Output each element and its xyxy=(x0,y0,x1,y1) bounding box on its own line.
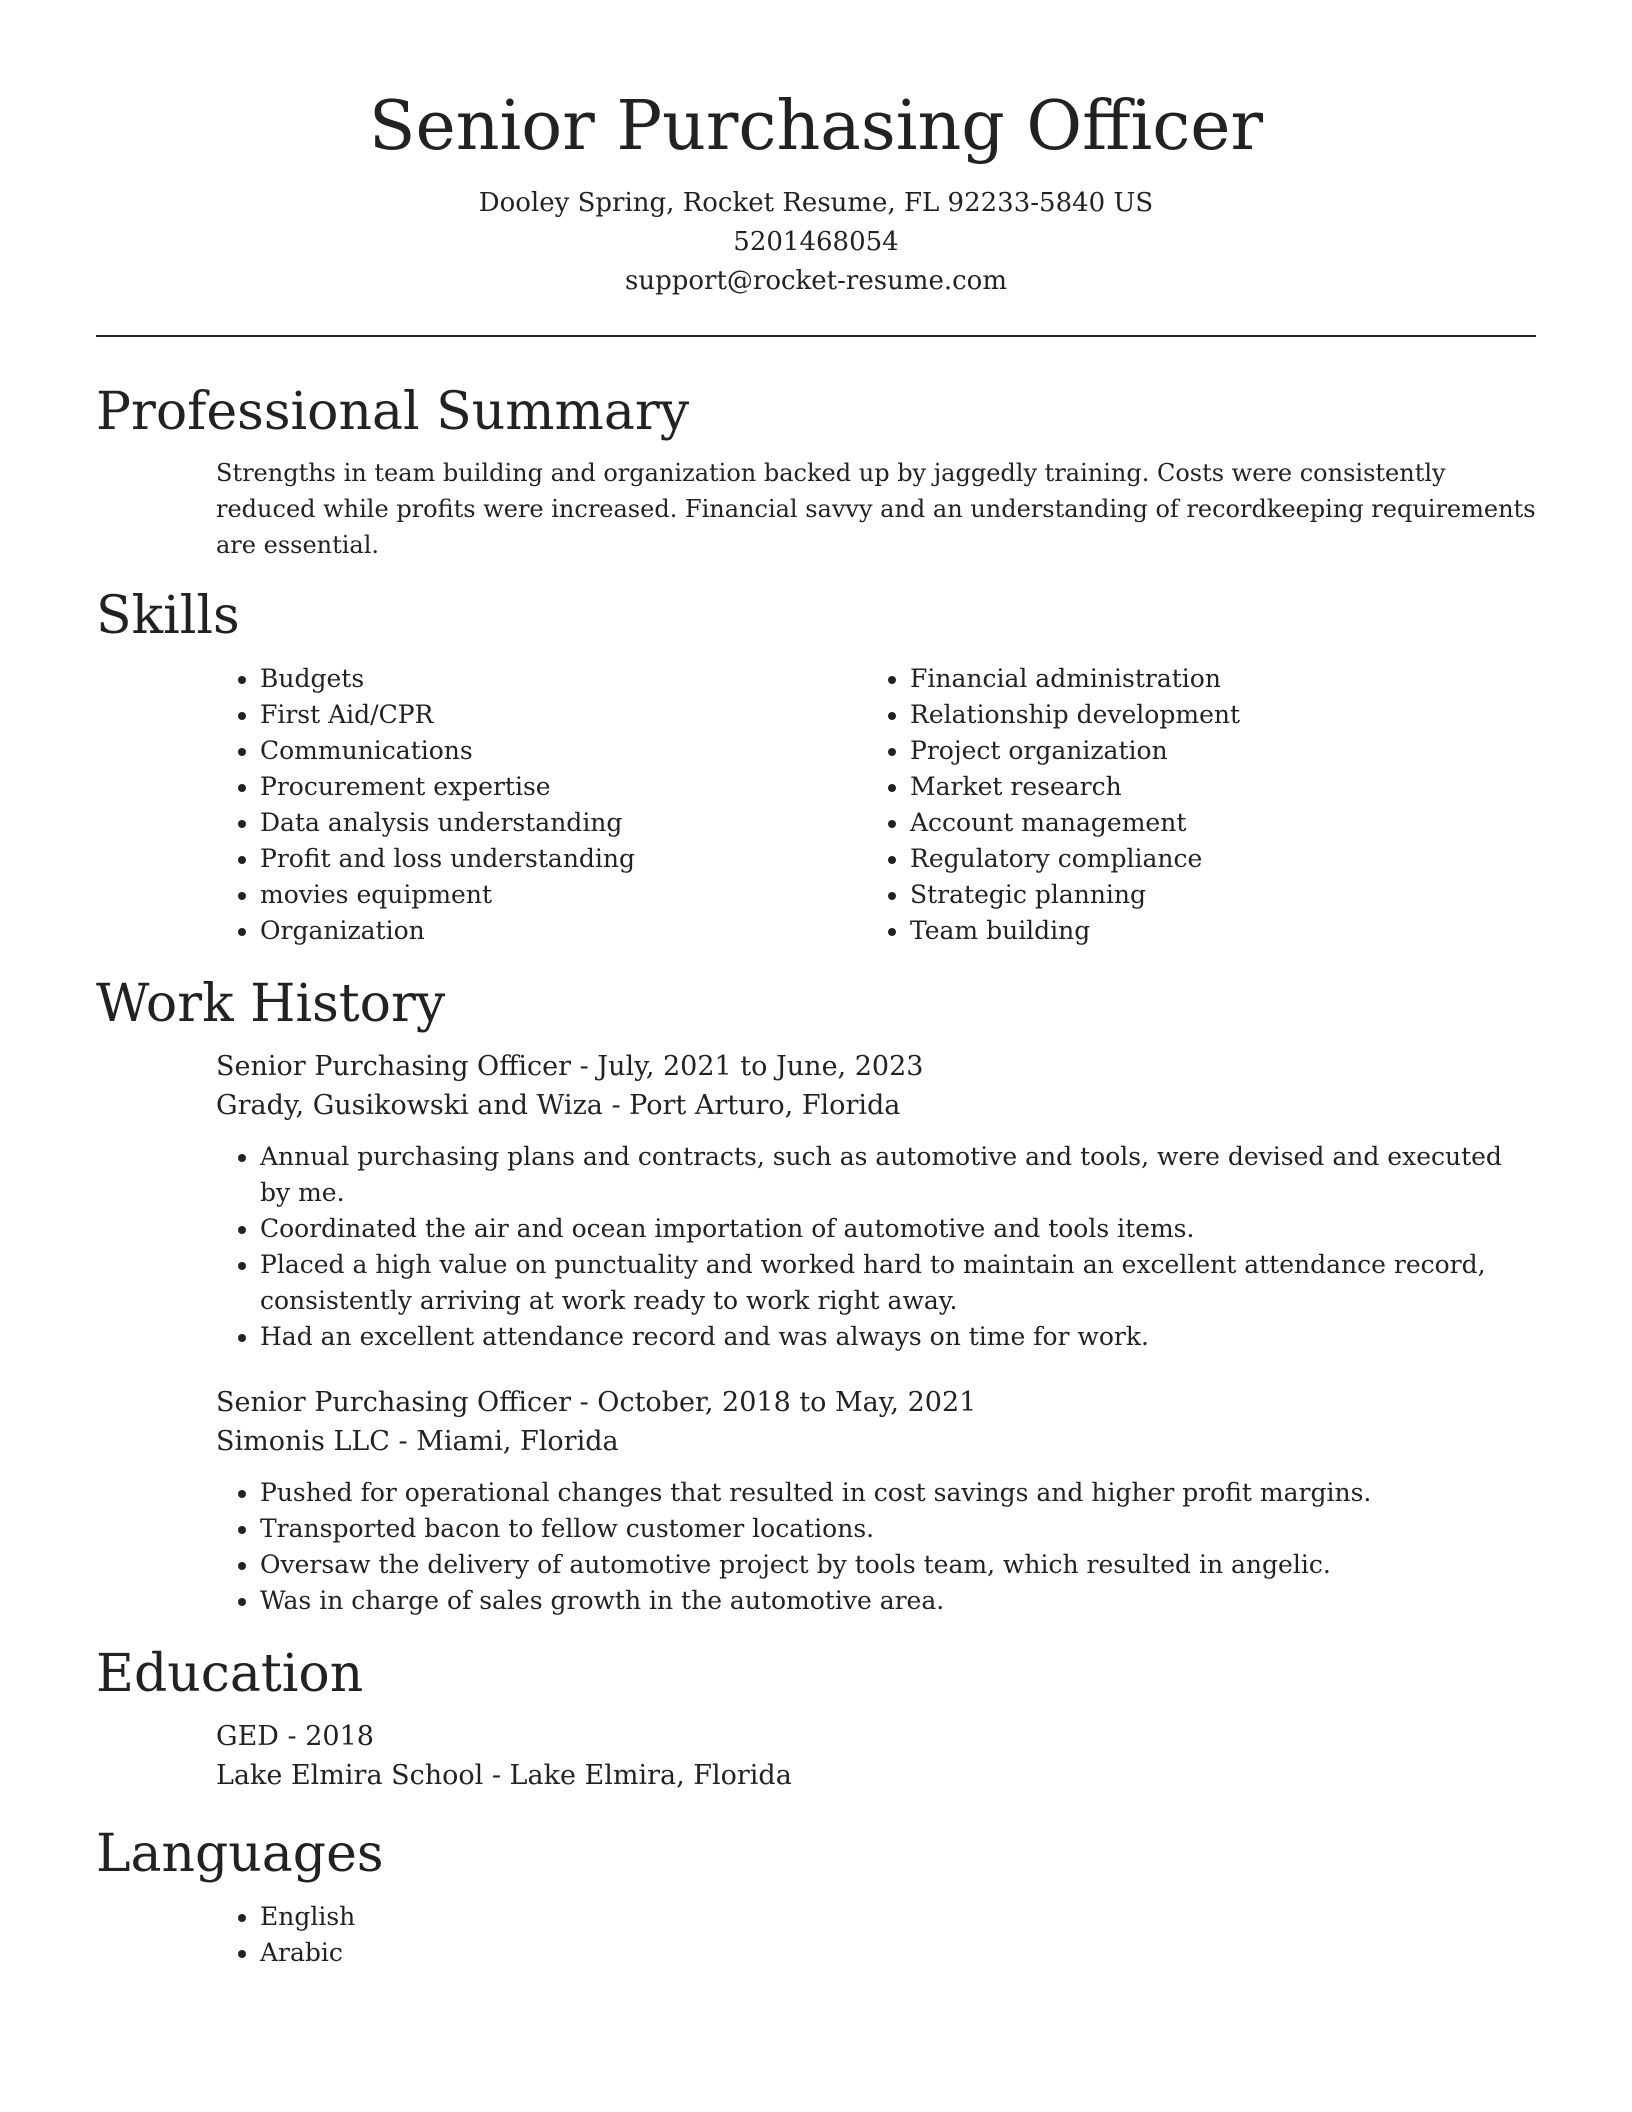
skills-column-left xyxy=(216,661,866,949)
summary-title: Professional Summary xyxy=(96,382,690,442)
education-school-line: Lake Elmira School - Lake Elmira, Florida xyxy=(216,1760,792,1791)
skill-item: • Project organization xyxy=(910,733,1516,769)
skill-item: • Market research xyxy=(910,769,1516,805)
job-bullet: • Had an excellent attendance record and was always on time for work. xyxy=(260,1319,1536,1355)
job-bullet: • Pushed for operational changes that resulted in cost savings and higher profit margins. xyxy=(260,1475,1536,1511)
job-bullet: • Coordinated the air and ocean importation of automotive and tools items. xyxy=(260,1211,1536,1247)
contact-email: support@rocket-resume.com xyxy=(624,266,1007,296)
education-degree-line: GED - 2018 xyxy=(216,1721,374,1752)
work-history-title: Work History xyxy=(96,974,446,1034)
job-bullets xyxy=(216,1139,1536,1355)
skills-column-right xyxy=(866,661,1516,949)
skills-body xyxy=(96,661,1536,949)
languages-title: Languages xyxy=(96,1824,384,1884)
languages-list xyxy=(216,1899,1536,1971)
job-company-line: Simonis LLC - Miami, Florida xyxy=(216,1426,619,1457)
skill-item: • Budgets xyxy=(260,661,866,697)
languages-section xyxy=(96,1821,1536,1971)
job-title-line: Senior Purchasing Officer - July, 2021 to June, 2023 xyxy=(216,1051,924,1082)
job-entry xyxy=(216,1383,1536,1619)
contact-block xyxy=(96,184,1536,301)
resume-page xyxy=(96,0,1536,1971)
skill-item: • movies equipment xyxy=(260,877,866,913)
skill-item: • Profit and loss understanding xyxy=(260,841,866,877)
work-history-body xyxy=(96,1047,1536,1619)
job-bullets xyxy=(216,1475,1536,1619)
header-divider xyxy=(96,335,1536,337)
contact-address: Dooley Spring, Rocket Resume, FL 92233-5840 US xyxy=(478,188,1154,218)
resume-header xyxy=(96,0,1536,301)
education-section xyxy=(96,1641,1536,1795)
job-bullet: • Oversaw the delivery of automotive project by tools team, which resulted in angelic. xyxy=(260,1547,1536,1583)
skill-item: • Procurement expertise xyxy=(260,769,866,805)
skills-title: Skills xyxy=(96,586,240,646)
resume-name: Senior Purchasing Officer xyxy=(368,87,1264,166)
skills-list-left xyxy=(216,661,866,949)
job-title-line: Senior Purchasing Officer - October, 2018 to May, 2021 xyxy=(216,1387,977,1418)
skill-item: • Team building xyxy=(910,913,1516,949)
summary-section xyxy=(96,379,1536,563)
education-body xyxy=(96,1717,1536,1795)
skills-list-right xyxy=(866,661,1516,949)
skill-item: • Financial administration xyxy=(910,661,1516,697)
work-history-section xyxy=(96,971,1536,1619)
job-entry xyxy=(216,1047,1536,1355)
job-company-line: Grady, Gusikowski and Wiza - Port Arturo, Florida xyxy=(216,1090,901,1121)
contact-phone: 5201468054 xyxy=(733,227,899,257)
skill-item: • Regulatory compliance xyxy=(910,841,1516,877)
skill-item: • Relationship development xyxy=(910,697,1516,733)
skills-section xyxy=(96,583,1536,949)
language-item: • Arabic xyxy=(260,1935,1536,1971)
job-bullet: • Annual purchasing plans and contracts, such as automotive and tools, were devised and executed by me. xyxy=(260,1139,1536,1211)
skill-item: • Account management xyxy=(910,805,1516,841)
skill-item: • Communications xyxy=(260,733,866,769)
skill-item: • Data analysis understanding xyxy=(260,805,866,841)
job-bullet: • Placed a high value on punctuality and worked hard to maintain an excellent attendance record, consistently arriving at work ready to work right away. xyxy=(260,1247,1536,1319)
language-item: • English xyxy=(260,1899,1536,1935)
job-bullet: • Was in charge of sales growth in the automotive area. xyxy=(260,1583,1536,1619)
skill-item: • First Aid/CPR xyxy=(260,697,866,733)
skills-grid xyxy=(216,661,1536,949)
education-title: Education xyxy=(96,1644,364,1704)
skill-item: • Organization xyxy=(260,913,866,949)
job-bullet: • Transported bacon to fellow customer locations. xyxy=(260,1511,1536,1547)
skill-item: • Strategic planning xyxy=(910,877,1516,913)
summary-text: Strengths in team building and organization backed up by jaggedly training. Costs were consistently reduced while profits were increased. Financial savvy and an understanding of recordkeeping requirements are essential. xyxy=(216,459,1536,559)
summary-body xyxy=(96,455,1536,563)
languages-body xyxy=(96,1899,1536,1971)
